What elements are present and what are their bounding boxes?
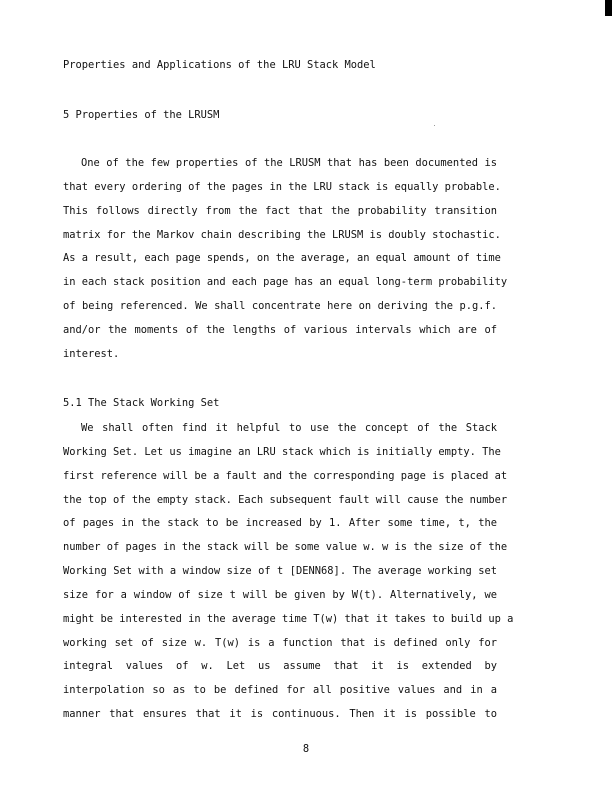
running-header: Properties and Applications of the LRU Stack Model — [63, 59, 376, 71]
text-line: that every ordering of the pages in the LRU stack is equally probable. — [63, 180, 501, 193]
scan-mark — [605, 0, 612, 16]
text-line: size for a window of size t will be given by W(t). Alternatively, we — [63, 588, 497, 601]
text-line: and/or the moments of the lengths of various intervals which are of — [63, 323, 497, 336]
text-line: matrix for the Markov chain describing the LRUSM is doubly stochastic. — [63, 228, 501, 241]
text-line: working set of size w. T(w) is a function that is defined only for — [63, 636, 497, 649]
scan-speck — [434, 125, 435, 126]
text-line: of pages in the stack to be increased by 1. After some time, t, the — [63, 517, 497, 530]
text-line: manner that ensures that it is continuous. Then it is possible to — [63, 708, 497, 721]
text-line: interpolation so as to be defined for all positive values and in a — [63, 684, 497, 697]
text-line: This follows directly from the fact that the probability transition — [63, 204, 497, 217]
page-number: 8 — [302, 743, 310, 755]
text-line: number of pages in the stack will be some value w. w is the size of the — [63, 541, 508, 554]
text-line: of being referenced. We shall concentrate here on deriving the p.g.f. — [63, 300, 497, 313]
text-line: As a result, each page spends, on the average, an equal amount of time — [63, 252, 501, 265]
subsection-heading: 5.1 The Stack Working Set — [63, 397, 220, 409]
text-line: One of the few properties of the LRUSM that has been documented is — [81, 157, 497, 169]
text-line: the top of the empty stack. Each subsequent fault will cause the number — [63, 493, 508, 506]
section-heading: 5 Properties of the LRUSM — [63, 109, 220, 121]
paragraph-properties — [63, 156, 508, 371]
paragraph-stack-working-set — [63, 421, 514, 731]
text-line: Working Set. Let us imagine an LRU stack which is initially empty. The — [63, 445, 501, 458]
text-line: Working Set with a window size of t [DENN68]. The average working set — [63, 565, 497, 578]
text-line: in each stack position and each page has an equal long-term probability — [63, 276, 508, 289]
text-line: first reference will be a fault and the corresponding page is placed at — [63, 469, 508, 482]
text-line: interest. — [63, 347, 120, 360]
text-line: We shall often find it helpful to use the concept of the Stack — [81, 422, 497, 434]
text-line: might be interested in the average time T(w) that it takes to build up a — [63, 612, 514, 625]
text-line: integral values of w. Let us assume that it is extended by — [63, 660, 497, 673]
